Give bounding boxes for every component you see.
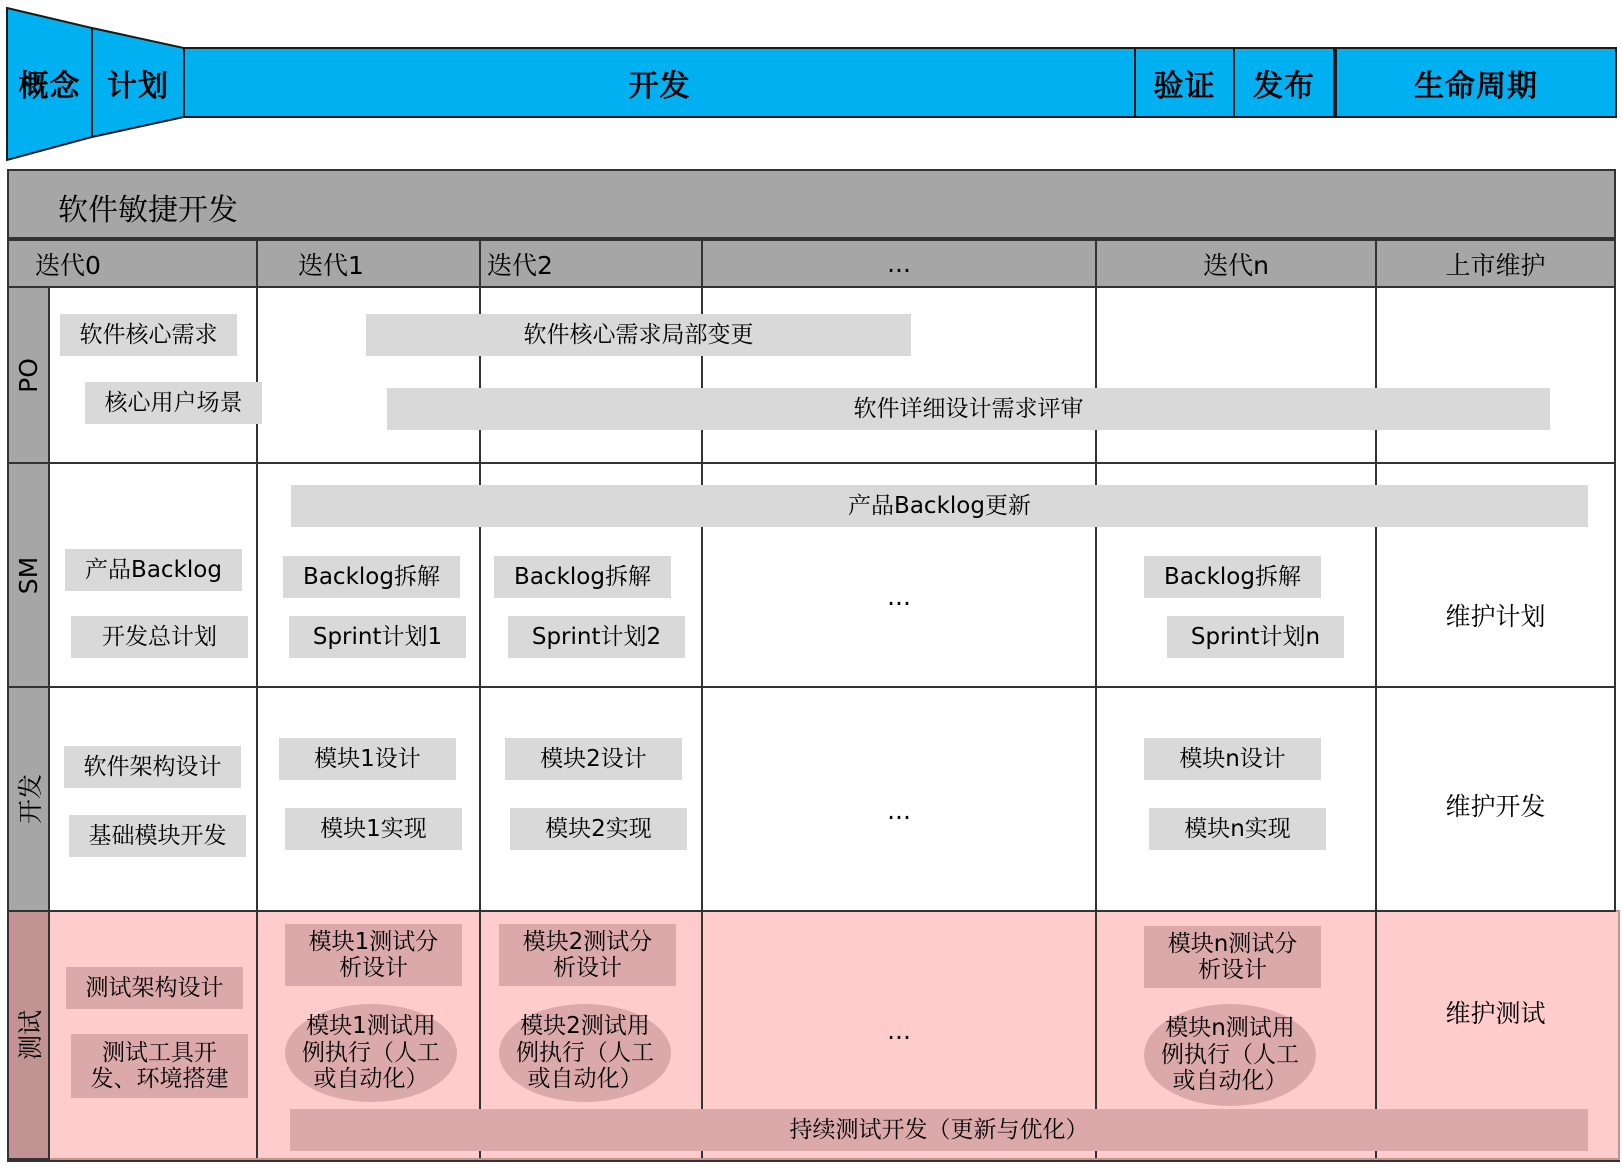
dev-modulen-design: 模块n设计 bbox=[1144, 738, 1321, 780]
col-header-iteration0: 迭代0 bbox=[7, 239, 258, 288]
test-modulen-execution: 模块n测试用例执行（人工或自动化） bbox=[1144, 1004, 1316, 1106]
col-header-ellipsis: ... bbox=[701, 239, 1097, 288]
sm-backlog-update: 产品Backlog更新 bbox=[291, 485, 1588, 527]
dev-maintain: 维护开发 bbox=[1445, 792, 1546, 821]
dev-architecture-design: 软件架构设计 bbox=[64, 746, 241, 788]
test-tools-environment: 测试工具开发、环境搭建 bbox=[71, 1034, 248, 1098]
phase-release-label: 发布 bbox=[1253, 68, 1315, 104]
phase-develop-label: 开发 bbox=[628, 68, 691, 104]
sm-sprint-plan-n: Sprint计划n bbox=[1167, 616, 1344, 658]
dev-ellipsis: ... bbox=[887, 795, 911, 825]
sm-backlog-split-1: Backlog拆解 bbox=[283, 556, 460, 598]
grid-line-bottom bbox=[7, 1160, 1620, 1162]
role-test-label: 测试 bbox=[15, 1009, 45, 1061]
sm-backlog-split-n: Backlog拆解 bbox=[1144, 556, 1321, 598]
sm-ellipsis: ... bbox=[887, 581, 911, 611]
test-modulen-analysis: 模块n测试分析设计 bbox=[1144, 926, 1321, 988]
sm-sprint-plan-1: Sprint计划1 bbox=[289, 616, 466, 658]
test-module1-analysis: 模块1测试分析设计 bbox=[285, 924, 462, 986]
role-po-label: PO bbox=[13, 357, 43, 393]
test-maintain: 维护测试 bbox=[1445, 999, 1546, 1028]
phase-lifecycle-label: 生命周期 bbox=[1414, 68, 1538, 104]
phase-plan-label: 计划 bbox=[107, 68, 169, 104]
sm-master-plan: 开发总计划 bbox=[71, 616, 248, 658]
role-dev-label: 开发 bbox=[15, 773, 45, 825]
po-core-requirements: 软件核心需求 bbox=[60, 314, 237, 356]
role-po bbox=[7, 286, 50, 464]
po-requirement-change: 软件核心需求局部变更 bbox=[366, 314, 911, 356]
sm-maintain-plan: 维护计划 bbox=[1445, 602, 1546, 631]
sm-sprint-plan-2: Sprint计划2 bbox=[508, 616, 685, 658]
dev-modulen-impl: 模块n实现 bbox=[1149, 808, 1326, 850]
role-sm-label: SM bbox=[13, 556, 43, 594]
role-sm bbox=[7, 462, 50, 688]
po-core-scenarios: 核心用户场景 bbox=[85, 382, 262, 424]
phase-verify-label: 验证 bbox=[1153, 68, 1216, 104]
phase-concept-label: 概念 bbox=[18, 68, 81, 104]
sm-backlog-split-2: Backlog拆解 bbox=[494, 556, 671, 598]
dev-module2-design: 模块2设计 bbox=[505, 738, 682, 780]
col-header-maintenance: 上市维护 bbox=[1375, 239, 1616, 288]
test-architecture-design: 测试架构设计 bbox=[66, 967, 243, 1009]
test-module2-analysis: 模块2测试分析设计 bbox=[499, 924, 676, 986]
diagram-title: 软件敏捷开发 bbox=[58, 193, 238, 228]
dev-module1-design: 模块1设计 bbox=[279, 738, 456, 780]
test-continuous-development: 持续测试开发（更新与优化） bbox=[290, 1109, 1588, 1151]
col-header-iterationn: 迭代n bbox=[1095, 239, 1377, 288]
grid-line-row-dev bbox=[48, 910, 1616, 912]
dev-module2-impl: 模块2实现 bbox=[510, 808, 687, 850]
po-design-review: 软件详细设计需求评审 bbox=[387, 388, 1550, 430]
title-band bbox=[7, 169, 1616, 239]
col-header-iteration1: 迭代1 bbox=[256, 239, 481, 288]
test-module2-execution: 模块2测试用例执行（人工或自动化） bbox=[499, 1004, 671, 1102]
dev-base-module: 基础模块开发 bbox=[69, 815, 246, 857]
grid-line-row-sm bbox=[48, 686, 1616, 688]
dev-module1-impl: 模块1实现 bbox=[285, 808, 462, 850]
role-dev bbox=[7, 686, 50, 912]
test-ellipsis: ... bbox=[887, 1015, 911, 1045]
test-module1-execution: 模块1测试用例执行（人工或自动化） bbox=[285, 1004, 457, 1102]
grid-line-row-po bbox=[48, 462, 1616, 464]
role-test bbox=[7, 910, 50, 1160]
col-header-iteration2: 迭代2 bbox=[479, 239, 703, 288]
sm-product-backlog: 产品Backlog bbox=[65, 549, 242, 591]
